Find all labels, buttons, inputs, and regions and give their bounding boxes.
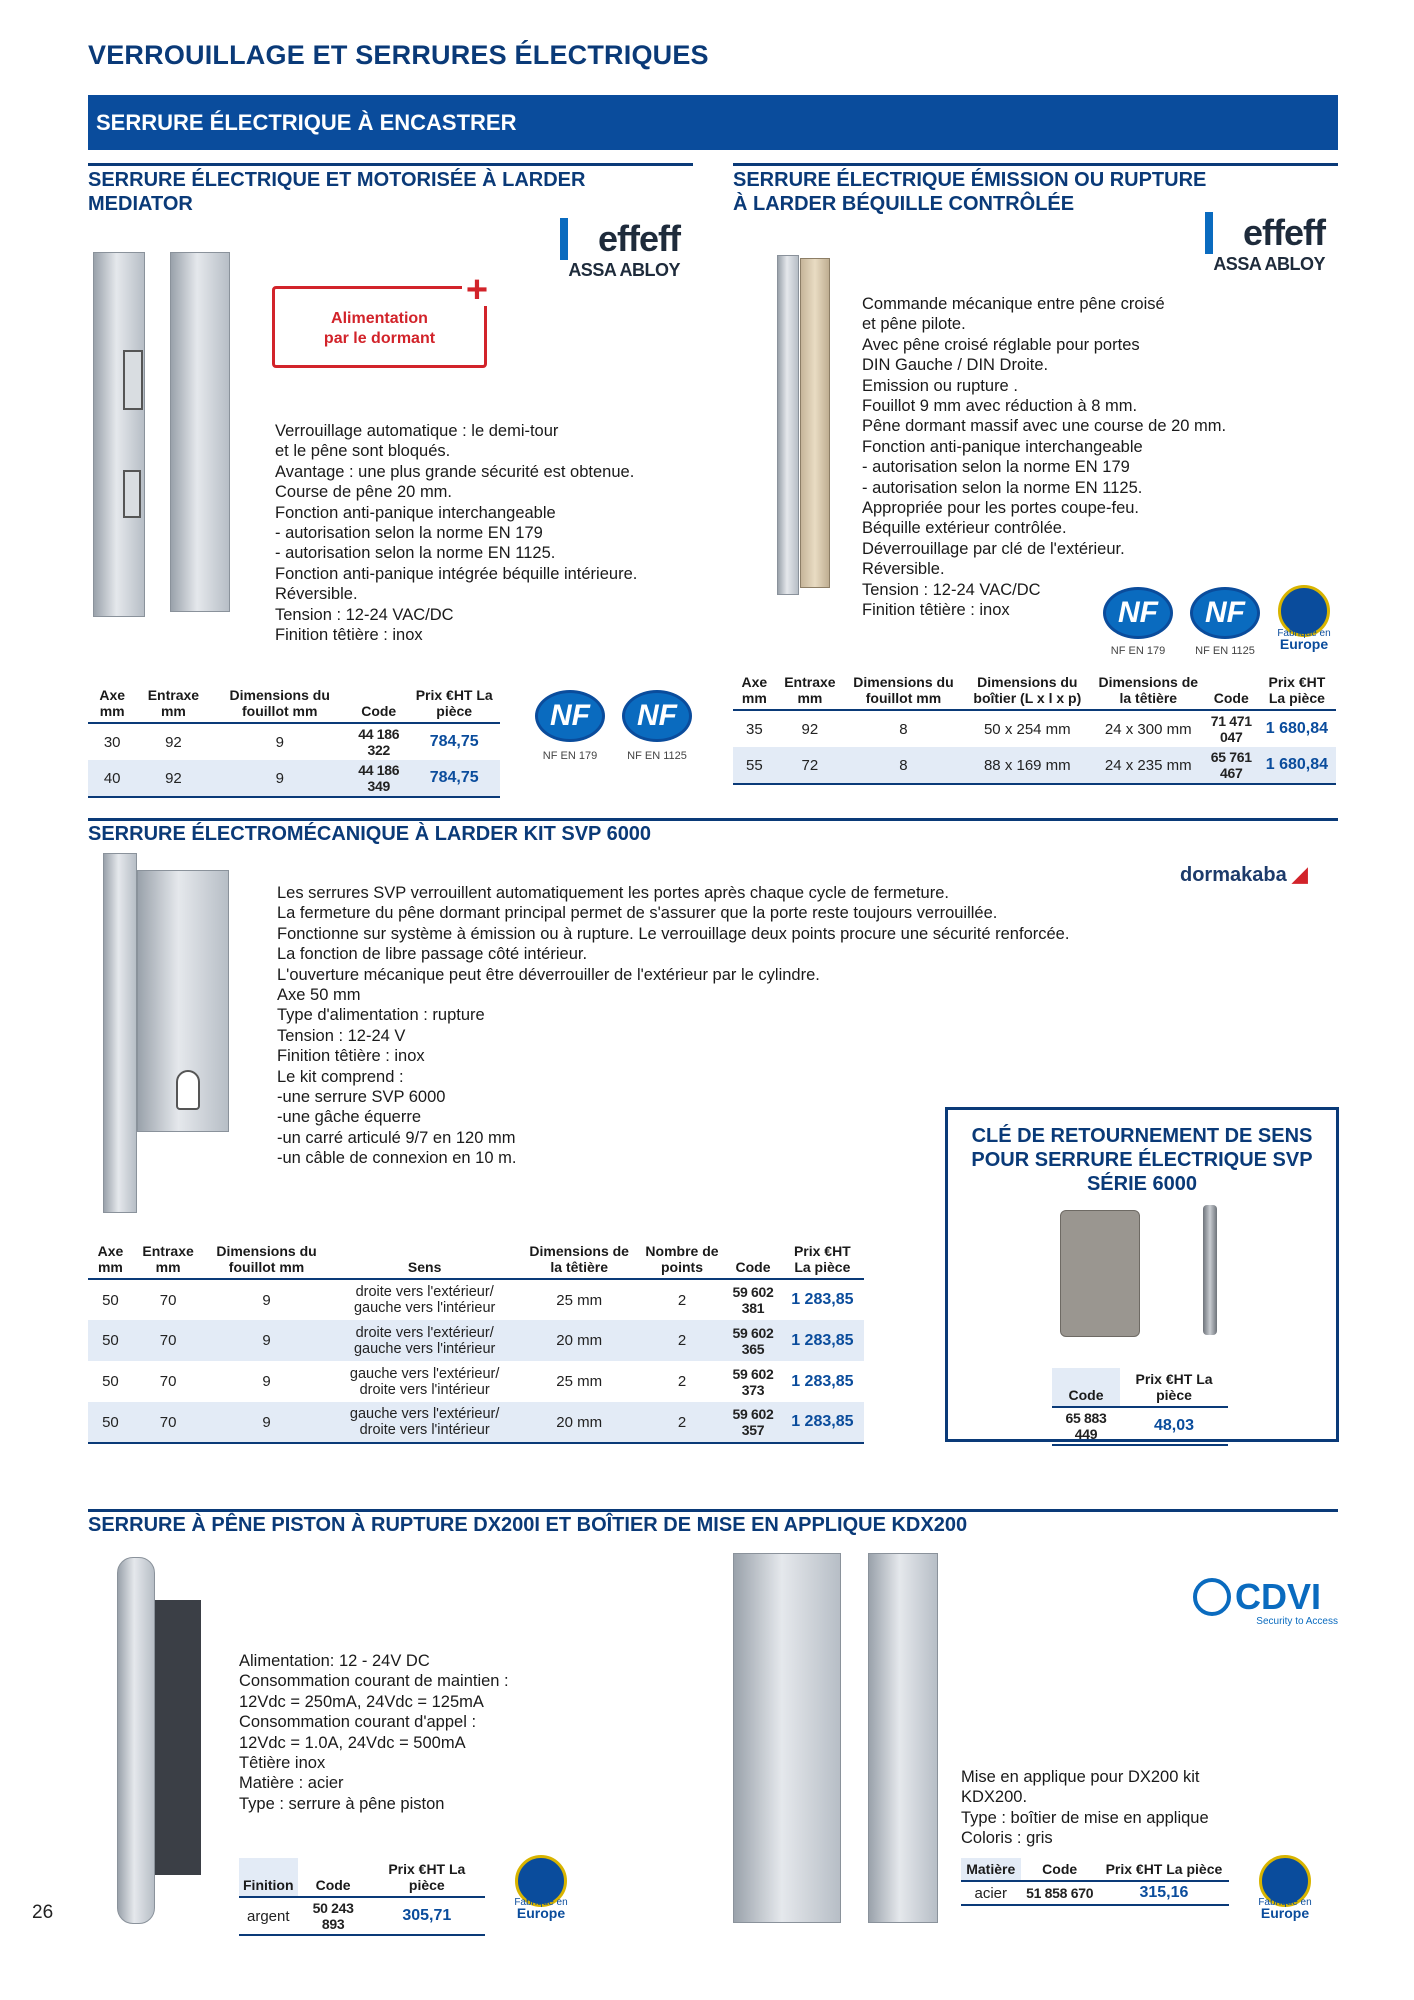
- product5-description: Mise en applique pour DX200 kit KDX200. Type : boîtier de mise en applique Coloris : gris: [961, 1768, 1209, 1848]
- cell: 9: [262, 1291, 271, 1309]
- cell-sens: [330, 1361, 520, 1402]
- cell-code: 65 883 449: [1052, 1407, 1120, 1445]
- th-code: Code: [1205, 671, 1258, 710]
- product4-description: Alimentation: 12 - 24V DC Consommation courant de maintien : 12Vdc = 250mA, 24Vdc = 125mA Consommation courant d'appel : 12Vdc = 1.0A, 24Vdc = 500mA Têtière inox Matière : acier Type : serrure à pêne piston: [239, 1652, 509, 1813]
- key-rod-image: [1203, 1205, 1217, 1335]
- cell: 50: [102, 1291, 119, 1309]
- cell: 9: [275, 733, 284, 751]
- th-price: Prix €HT La pièce: [369, 1858, 485, 1897]
- product1-title-line1: SERRURE ÉLECTRIQUE ET MOTORISÉE À LARDER: [88, 169, 586, 191]
- cell-sens: [330, 1402, 520, 1443]
- table-row: [733, 710, 1336, 747]
- cell: 25 mm: [556, 1291, 603, 1309]
- cell: 20 mm: [520, 1320, 639, 1361]
- callout-line1: Alimentation: [331, 310, 428, 327]
- cdvi-logo: [1193, 1578, 1338, 1627]
- brand-sub: ASSA ABLOY: [1213, 254, 1325, 274]
- brand-name: effeff: [560, 218, 680, 260]
- nf-certification-icon: NF: [622, 690, 692, 742]
- made-in-europe: [1250, 1897, 1320, 1919]
- cell-price: 1 680,84: [1265, 720, 1329, 737]
- cell: 40: [88, 760, 136, 797]
- th-fouillot: Dimensions du fouillot mm: [844, 671, 963, 710]
- cell: 25 mm: [556, 1373, 603, 1390]
- cell: 55: [733, 747, 776, 784]
- brand-name: CDVI: [1235, 1576, 1322, 1617]
- cell-code: 59 602 381: [732, 1284, 774, 1316]
- product2-title: [733, 168, 1338, 216]
- cell: 50: [88, 1402, 133, 1443]
- product1-description: Verrouillage automatique : le demi-tour et le pêne sont bloqués. Avantage : une plus grande sécurité est obtenue. Course de pêne 20 mm. Fonction anti-panique interchangeable - autorisation selon la norme EN 179 - autorisation selon la norme EN 1125. Fonction anti-panique intégrée béquille intérieure. Réversible. Tension : 12-24 VAC/DC Finition têtière : inox: [275, 422, 638, 645]
- cell: 2: [639, 1402, 726, 1443]
- th-points: Nombre de points: [639, 1240, 726, 1279]
- brand-sub: Security to Access: [1256, 1616, 1338, 1627]
- nf-caption: NF EN 179: [1110, 645, 1166, 657]
- product2-title-line1: SERRURE ÉLECTRIQUE ÉMISSION OU RUPTURE: [733, 169, 1207, 191]
- nf-caption: NF EN 1125: [627, 750, 687, 762]
- key-tag-image: [1060, 1210, 1140, 1337]
- table-row: [88, 1361, 864, 1402]
- cell-price: 1 283,85: [781, 1320, 864, 1361]
- product2-title-line2: À LARDER BÉQUILLE CONTRÔLÉE: [733, 193, 1075, 215]
- key-title-line3: SÉRIE 6000: [1086, 1173, 1198, 1195]
- brand-name: effeff: [1205, 212, 1325, 254]
- eu-line1: Fabriqué en: [1277, 628, 1331, 639]
- section-divider: [88, 163, 693, 166]
- cell: 70: [133, 1320, 204, 1361]
- product1-title-line2: MEDIATOR: [88, 193, 193, 215]
- cell: 9: [210, 760, 349, 797]
- table-row: [88, 1279, 864, 1320]
- lock-body-image: [800, 258, 830, 588]
- table-row: [88, 723, 500, 760]
- page-title: VERROUILLAGE ET SERRURES ÉLECTRIQUES: [88, 40, 709, 70]
- th-matiere: Matière: [961, 1858, 1021, 1881]
- th-sens: Sens: [330, 1240, 520, 1279]
- key-title-line1: CLÉ DE RETOURNEMENT DE SENS: [971, 1125, 1313, 1147]
- sens-line: gauche vers l'intérieur: [353, 1340, 496, 1357]
- cell: 8: [844, 747, 963, 784]
- th-code: Code: [1021, 1858, 1099, 1881]
- th-axe: Axe mm: [733, 671, 776, 710]
- cell-sens: [330, 1279, 520, 1320]
- product5-table: [961, 1858, 1229, 1906]
- lock-faceplate-image: [777, 255, 799, 595]
- key-title-line2: POUR SERRURE ÉLECTRIQUE SVP: [971, 1149, 1313, 1171]
- product2-description: Commande mécanique entre pêne croisé et pêne pilote. Avec pêne croisé réglable pour portes DIN Gauche / DIN Droite. Emission ou rupture . Fouillot 9 mm avec réduction à 8 mm. Pêne dormant massif avec une course de 20 mm. Fonction anti-panique interchangeable - autorisation selon la norme EN 179 - autorisation selon la norme EN 1125. Appropriée pour les portes coupe-feu. Béquille extérieur contrôlée. Déverrouillage par clé de l'extérieur. Réversible. Tension : 12-24 VAC/DC Finition têtière : inox: [862, 295, 1227, 620]
- th-code: Code: [349, 684, 408, 723]
- th-code: Code: [298, 1858, 369, 1897]
- cell-price: 48,03: [1120, 1407, 1228, 1445]
- cell-price: 1 680,84: [1258, 747, 1336, 784]
- cell: acier: [961, 1881, 1021, 1905]
- product3-description: Les serrures SVP verrouillent automatiquement les portes après chaque cycle de fermeture. La fermeture du pêne dormant principal permet de s'assurer que la porte reste toujours verrouillée. Fonctionne sur système à émission ou à rupture. Le verrouillage deux points procure une sécurité renforcée. La fonction de libre passage côté intérieur. L'ouverture mécanique peut être déverrouiller de l'extérieur par le cylindre. Axe 50 mm Type d'alimentation : rupture Tension : 12-24 V Finition têtière : inox Le kit comprend : -une serrure SVP 6000 -une gâche équerre -un carré articulé 9/7 en 120 mm -un câble de connexion en 10 m.: [277, 884, 1070, 1168]
- effeff-logo: [560, 218, 680, 281]
- cell-sens: [330, 1320, 520, 1361]
- piston-faceplate-image: [117, 1557, 155, 1924]
- key-box-title: [950, 1124, 1334, 1196]
- power-callout: [272, 286, 487, 368]
- cell: 70: [133, 1402, 204, 1443]
- cell: 9: [203, 1320, 329, 1361]
- sens-line: gauche vers l'intérieur: [353, 1300, 496, 1316]
- table-row: [1052, 1407, 1228, 1445]
- th-axe: Axe mm: [88, 1240, 133, 1279]
- th-code: Code: [725, 1240, 780, 1279]
- brand-name: dormakaba: [1180, 864, 1287, 886]
- th-fouillot: Dimensions du fouillot mm: [203, 1240, 329, 1279]
- eu-line2: Europe: [1279, 636, 1329, 652]
- nf-certification-icon: NF: [1103, 587, 1173, 639]
- cell: 72: [776, 747, 844, 784]
- product3-table: [88, 1240, 864, 1444]
- cell-price: 305,71: [369, 1897, 485, 1935]
- sens-line: gauche vers l'extérieur/: [349, 1406, 500, 1422]
- eu-line2: Europe: [516, 1905, 566, 1921]
- sens-line: droite vers l'intérieur: [359, 1422, 490, 1438]
- cell-code: 51 858 670: [1021, 1881, 1099, 1905]
- cell: 24 x 300 mm: [1104, 720, 1192, 738]
- nf-certification-icon: NF: [535, 690, 605, 742]
- product2-table: [733, 671, 1336, 785]
- cell: 20 mm: [520, 1402, 639, 1443]
- product4-table: [239, 1858, 485, 1936]
- th-fouillot: Dimensions du fouillot mm: [210, 684, 349, 723]
- section-banner: SERRURE ÉLECTRIQUE À ENCASTRER: [88, 95, 1338, 150]
- nf-caption: NF EN 179: [542, 750, 598, 762]
- cell: 24 x 235 mm: [1092, 747, 1205, 784]
- th-entraxe: Entraxe mm: [136, 684, 210, 723]
- cell-code: 59 602 357: [725, 1402, 780, 1443]
- th-tetiere: Dimensions de la têtière: [520, 1240, 639, 1279]
- th-entraxe: Entraxe mm: [133, 1240, 204, 1279]
- product1-title: [88, 168, 693, 216]
- th-code: Code: [1052, 1368, 1120, 1407]
- eu-line1: Fabriqué en: [514, 1897, 568, 1908]
- cell-code: 50 243 893: [298, 1897, 369, 1935]
- th-boitier: Dimensions du boîtier (L x l x p): [963, 671, 1092, 710]
- sens-line: droite vers l'intérieur: [359, 1381, 490, 1398]
- cell-code: 44 186 349: [349, 760, 408, 797]
- cell-code: 59 602 373: [732, 1365, 774, 1398]
- sens-line: droite vers l'extérieur/: [355, 1324, 494, 1341]
- th-entraxe: Entraxe mm: [776, 671, 844, 710]
- eu-line2: Europe: [1260, 1905, 1310, 1921]
- lock-faceplate-image: [103, 853, 137, 1213]
- product3-title: SERRURE ÉLECTROMÉCANIQUE À LARDER KIT SVP 6000: [88, 823, 652, 845]
- cell: 2: [639, 1320, 726, 1361]
- cell: 30: [103, 733, 121, 751]
- lock-body-image: [170, 252, 230, 612]
- latch-icon: [123, 350, 143, 410]
- plus-icon: +: [462, 276, 492, 306]
- effeff-logo: [1205, 212, 1325, 275]
- cell-code: 65 761 467: [1205, 747, 1258, 784]
- cylinder-hole-icon: [176, 1070, 200, 1110]
- cell: 9: [262, 1373, 271, 1390]
- cell-price: 1 283,85: [791, 1291, 854, 1308]
- table-row: [88, 1320, 864, 1361]
- cell: 2: [677, 1373, 687, 1390]
- table-row: [239, 1897, 485, 1935]
- cell-code: 71 471 047: [1210, 713, 1252, 745]
- sens-line: gauche vers l'extérieur/: [349, 1365, 500, 1382]
- made-in-europe: [506, 1897, 576, 1919]
- sens-line: droite vers l'extérieur/: [355, 1284, 494, 1300]
- section-divider: [733, 163, 1338, 166]
- cell-price: 784,75: [408, 760, 500, 797]
- cell: 9: [203, 1402, 329, 1443]
- th-price: Prix €HT La pièce: [1099, 1858, 1229, 1881]
- cell: 70: [159, 1291, 177, 1309]
- nf-caption: NF EN 1125: [1195, 645, 1255, 657]
- cell: argent: [239, 1897, 298, 1935]
- th-price: Prix €HT La pièce: [781, 1240, 864, 1279]
- cell-code: 44 186 322: [358, 726, 400, 758]
- table-row: [733, 747, 1336, 784]
- section-divider: [88, 1509, 1338, 1512]
- cell: 92: [801, 720, 819, 738]
- th-price: Prix €HT La pièce: [1120, 1368, 1228, 1407]
- cell-price: 1 283,85: [781, 1402, 864, 1443]
- dormakaba-logo: dormakaba ◢: [1180, 864, 1308, 886]
- cell-code: 59 602 365: [725, 1320, 780, 1361]
- key-table: [1052, 1368, 1228, 1446]
- cell: 2: [677, 1291, 687, 1309]
- cell: 50: [88, 1320, 133, 1361]
- nf-certification-icon: NF: [1190, 587, 1260, 639]
- cell: 92: [136, 760, 210, 797]
- cell: 50: [102, 1373, 119, 1390]
- cell-price: 1 283,85: [791, 1372, 854, 1390]
- surface-box-image: [733, 1553, 841, 1923]
- section-divider: [88, 818, 1338, 821]
- cell-price: 784,75: [429, 733, 479, 750]
- cell: 70: [159, 1373, 177, 1390]
- th-finition: Finition: [239, 1858, 298, 1897]
- cell: 35: [746, 720, 763, 738]
- th-price: Prix €HT La pièce: [1258, 671, 1336, 710]
- bolt-icon: [123, 470, 141, 518]
- cell: 92: [165, 733, 182, 751]
- cell: 88 x 169 mm: [963, 747, 1092, 784]
- cell: 8: [899, 720, 908, 738]
- eu-line1: Fabriqué en: [1258, 1897, 1312, 1908]
- cdvi-icon: [1193, 1578, 1231, 1616]
- surface-box-side-image: [868, 1553, 938, 1923]
- th-axe: Axe mm: [88, 684, 136, 723]
- table-row: [88, 760, 500, 797]
- lock-faceplate-image: [93, 252, 145, 617]
- table-row: [961, 1881, 1229, 1905]
- cell: 50 x 254 mm: [983, 720, 1071, 738]
- piston-body-image: [155, 1600, 201, 1875]
- product4-title: SERRURE À PÊNE PISTON À RUPTURE DX200I ET BOÎTIER DE MISE EN APPLIQUE KDX200: [88, 1514, 968, 1536]
- product1-table: [88, 684, 500, 798]
- cell-price: 315,16: [1099, 1881, 1229, 1905]
- th-price: Prix €HT La pièce: [408, 684, 500, 723]
- page-number: 26: [32, 1902, 54, 1923]
- table-row: [88, 1402, 864, 1443]
- brand-sub: ASSA ABLOY: [568, 260, 680, 280]
- th-tetiere: Dimensions de la têtière: [1092, 671, 1205, 710]
- callout-line2: par le dormant: [323, 330, 436, 347]
- made-in-europe: [1269, 628, 1339, 650]
